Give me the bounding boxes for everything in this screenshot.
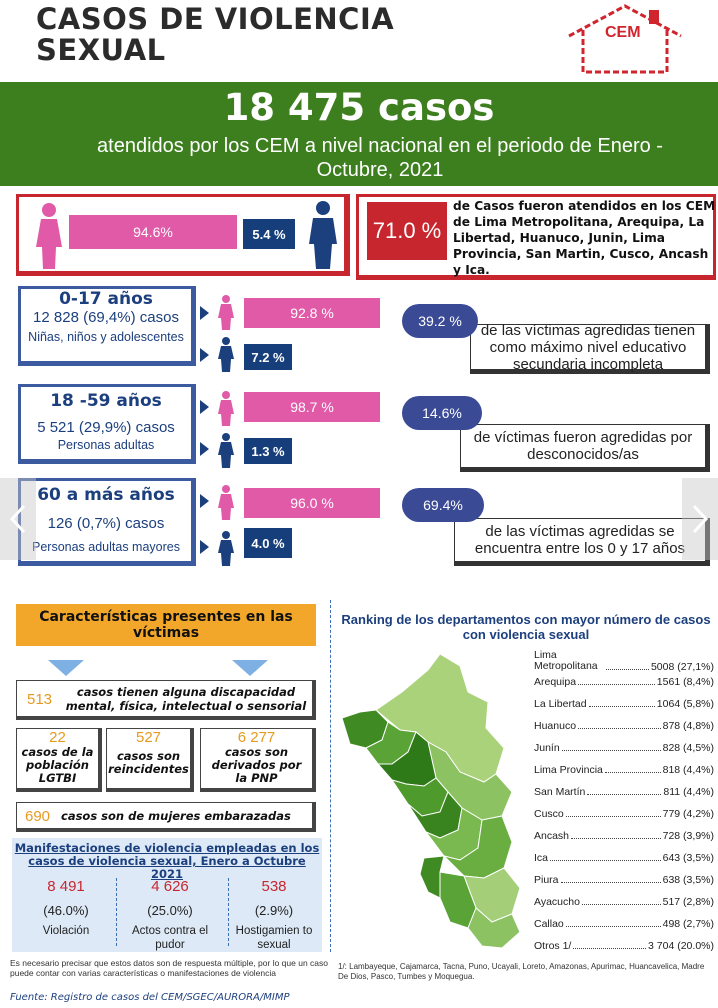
rank-row: Piura 638 (3,5%): [534, 874, 714, 886]
pnp-num: 6 277: [237, 729, 276, 746]
lgtbi-text: casos de la población LGTBI: [21, 745, 94, 785]
age-cases: 126 (0,7%) casos: [47, 515, 165, 532]
reincident-box: [106, 728, 194, 792]
divider: [116, 878, 117, 946]
pnp-box: [200, 728, 316, 792]
gender-distribution-box: [16, 194, 350, 276]
female-pct-bar: 96.0 %: [244, 488, 380, 518]
female-figure-icon: [218, 294, 234, 330]
next-slide-button[interactable]: [682, 478, 718, 560]
male-pct-bar: 7.2 %: [244, 344, 292, 370]
pregnant-num: 690: [25, 808, 51, 825]
age-group-60-plus: [18, 478, 196, 566]
cem-logo: [565, 4, 685, 74]
rank-row: La Libertad 1064 (5,8%): [534, 698, 714, 710]
age-cases: 5 521 (29,9%) casos: [37, 419, 175, 436]
male-figure-icon: [218, 530, 234, 566]
rank-name: Lima Metropolitana: [534, 649, 598, 672]
age-desc: Personas adultas: [57, 438, 155, 452]
chevron-left-icon: [0, 478, 36, 560]
female-pct-bar: 98.7 %: [244, 392, 380, 422]
male-figure-icon: [218, 336, 234, 372]
male-pct-bar: 5.4 %: [243, 219, 295, 249]
stat-pct-pill: 14.6%: [402, 396, 482, 430]
arrow-icon: [200, 442, 209, 456]
age-title: 0-17 años: [59, 289, 153, 309]
age-title: 60 a más años: [37, 485, 175, 505]
rank-value: 5008 (27,1%): [650, 661, 714, 673]
rank-row: Lima Provincia 818 (4,4%): [534, 764, 714, 776]
male-pct-bar: 1.3 %: [244, 438, 292, 464]
stat-pct-pill: 39.2 %: [402, 304, 478, 338]
male-pct-bar: 4.0 %: [244, 528, 292, 558]
reincident-num: 527: [135, 729, 162, 746]
divider: [228, 878, 229, 946]
down-arrow-icon: [48, 660, 84, 676]
rank-row: Junín 828 (4,5%): [534, 742, 714, 754]
arrow-icon: [200, 540, 209, 554]
stat-text-box: de las víctimas agredidas se encuentra entre los 0 y 17 años: [454, 518, 710, 566]
regions-text: de Casos fueron atendidos en los CEM de Lima Metropolitana, Arequipa, La Libertad, Huanuco, Junin, Lima Provincia, San Martin, Cusco, Ancash y Ica.: [453, 199, 716, 277]
pnp-text: casos son derivados por la PNP: [211, 745, 302, 785]
regions-box: [356, 194, 716, 280]
arrow-icon: [200, 494, 209, 508]
male-figure-icon: [218, 432, 234, 468]
total-cases-banner: [0, 82, 718, 186]
arrow-icon: [200, 306, 209, 320]
age-desc: Niñas, niños y adolescentes: [28, 330, 184, 344]
stat-pct-pill: 69.4%: [402, 488, 484, 522]
disability-box: [16, 680, 316, 720]
rank-row: Ancash 728 (3,9%): [534, 830, 714, 842]
page-title: CASOS DE VIOLENCIA SEXUAL: [36, 2, 395, 67]
reincident-text: casos son reincidentes: [108, 749, 189, 776]
male-figure-icon: [307, 199, 339, 271]
pregnant-text: casos son de mujeres embarazadas: [61, 809, 291, 823]
stat-text-box: de las víctimas agredidas tienen como máximo nivel educativo secundaria incompleta: [470, 324, 710, 374]
lgtbi-num: 22: [49, 729, 66, 746]
age-cases: 12 828 (69,4%) casos: [33, 309, 179, 326]
characteristics-title: Características presentes en las víctimas: [16, 604, 316, 646]
rank-row: Arequipa 1561 (8,4%): [534, 676, 714, 688]
rank-row: [534, 650, 714, 673]
disability-text: casos tienen alguna discapacidad mental, física, intelectual o sensorial: [65, 685, 307, 713]
rank-row: Callao 498 (2,7%): [534, 918, 714, 930]
rank-row: San Martín 811 (4,4%): [534, 786, 714, 798]
manifestation-item: 8 491 (46.0%) Violación: [42, 878, 90, 937]
source-text: Fuente: Registro de casos del CEM/SGEC/AURORA/MIMP: [10, 992, 290, 1003]
stat-text-box: de víctimas fueron agredidas por desconocidos/as: [460, 424, 710, 472]
age-title: 18 -59 años: [50, 391, 162, 411]
down-arrow-icon: [232, 660, 268, 676]
female-figure-icon: [218, 390, 234, 426]
note-text: Es necesario precisar que estos datos son de respuesta múltiple, por lo que un caso puede contar con varias características o manifestaciones de violencia: [10, 958, 328, 978]
pregnant-box: [16, 802, 316, 832]
age-group-0-17: [18, 286, 196, 366]
female-figure-icon: [35, 201, 63, 271]
divider: [330, 600, 331, 952]
peru-map: [336, 652, 536, 952]
manifestation-item: 4 626 (25.0%) Actos contra el pudor: [131, 878, 209, 951]
female-pct-bar: 92.8 %: [244, 298, 380, 328]
lgtbi-box: [16, 728, 102, 792]
arrow-icon: [200, 400, 209, 414]
chevron-right-icon: [682, 478, 718, 560]
ranking-footnote: 1/: Lambayeque, Cajamarca, Tacna, Puno, Ucayali, Loreto, Amazonas, Apurimac, Huancavelica, Madre De Dios, Pasco, Tumbes y Moquegua.: [338, 962, 705, 981]
female-pct-bar: 94.6%: [69, 215, 237, 249]
rank-row: Cusco 779 (4,2%): [534, 808, 714, 820]
arrow-icon: [200, 348, 209, 362]
female-figure-icon: [218, 484, 234, 520]
manifestation-item: 538 (2.9%) Hostigamien to sexual: [235, 878, 313, 951]
disability-num: 513: [27, 691, 53, 708]
rank-row: Ica 643 (3,5%): [534, 852, 714, 864]
total-cases-count: 18 475 casos: [223, 86, 495, 129]
rank-row: Otros 1/ 3 704 (20.0%): [534, 940, 714, 952]
ranking-title: Ranking de los departamentos con mayor número de casos con violencia sexual: [341, 612, 711, 642]
manifestations-title: Manifestaciones de violencia empleadas en los casos de violencia sexual, Enero a Octubre 2021: [14, 841, 320, 881]
rank-row: Huanuco 878 (4,8%): [534, 720, 714, 732]
age-desc: Personas adultas mayores: [32, 540, 180, 554]
rank-row: Ayacucho 517 (2,8%): [534, 896, 714, 908]
previous-slide-button[interactable]: [0, 478, 36, 560]
total-cases-subtitle: atendidos por los CEM a nivel nacional en el periodo de Enero - Octubre, 2021: [97, 135, 663, 181]
logo-text: CEM: [605, 24, 641, 41]
age-group-18-59: [18, 384, 196, 464]
manifestations-box: [12, 838, 322, 952]
regions-pct-badge: 71.0 %: [367, 202, 447, 260]
